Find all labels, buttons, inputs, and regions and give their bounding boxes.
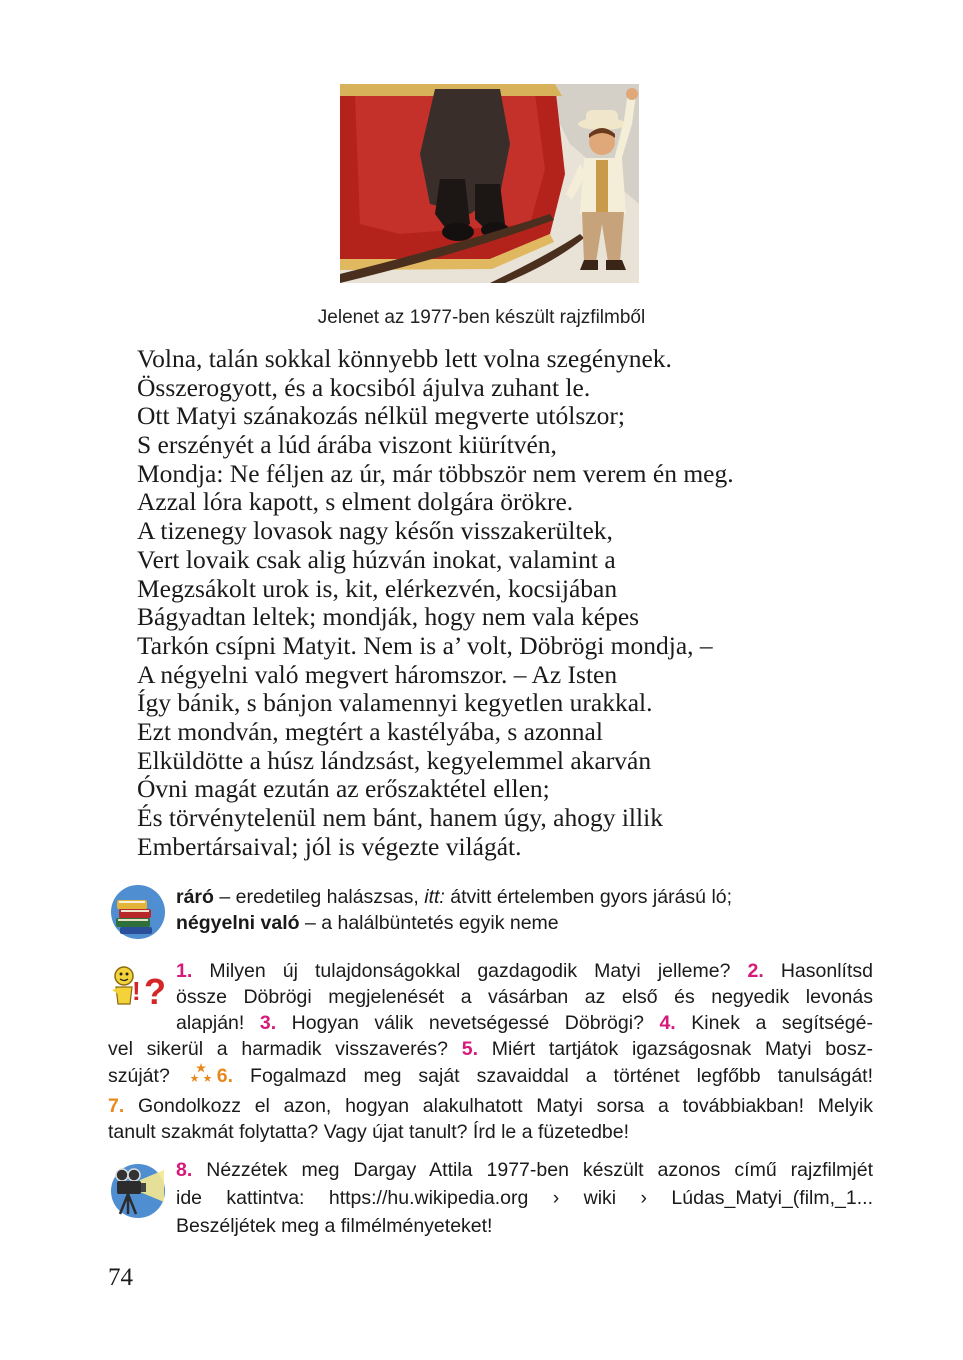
poem-line: Óvni magát ezután az erőszaktétel ellen; [137,774,550,804]
poem-line: A tizenegy lovasok nagy későn visszakerültek, [137,516,613,546]
task-8-link[interactable]: ide kattintva: https://hu.wikipedia.org › wiki › Lúdas_Matyi_(film,_1... [176,1187,873,1209]
task-8-text-3: Beszéljétek meg a filmélményeteket! [176,1215,493,1237]
task-8-line-3 [176,1212,873,1240]
books-icon [108,884,166,945]
question-7-text-a: Gondolkozz el azon, hogyan alakulhatott Matyi sorsa a továbbiakban! Melyik [124,1095,873,1117]
question-4-text-a: Kinek a segítségé- [675,1012,873,1034]
page-number: 74 [108,1264,133,1291]
gloss-def-raro-b: átvitt értelemben gyors járású ló; [444,886,733,908]
questions-block [108,958,873,1145]
poem-line: Ott Matyi szánakozás nélkül megverte utólszor; [137,401,625,431]
question-number-1: 1. [176,960,193,982]
poem-line: Azzal lóra kapott, s elment dolgára örökre. [137,487,574,517]
gloss-term-negyelni: négyelni való [176,912,300,934]
question-2-text-c: alapján! [176,1012,260,1034]
question-2-text-a: Hasonlítsd [763,960,873,982]
poem-line: És törvénytelenül nem bánt, hanem úgy, ahogy illik [137,803,663,832]
question-5-text-b: szúját? [108,1065,187,1087]
poem-line: Vert lovaik csak alig húzván inokat, valamint a [137,544,616,574]
question-3-text: Hogyan válik nevetségessé Döbrögi? [276,1012,660,1034]
task-8-line-2 [176,1184,873,1212]
cartoon-scene-image [340,84,639,283]
poem-line: S erszényét a lúd árába viszont kiürítvén, [137,430,557,460]
question-4-text-b: vel sikerül a harmadik visszaverés? [108,1038,462,1060]
gloss-def-raro-a: – eredetileg halászsas, [213,886,425,908]
star-cluster-icon [189,1062,213,1093]
question-number-7: 7. [108,1095,125,1117]
question-number-2: 2. [747,960,764,982]
questions-line-2 [108,984,873,1010]
poem-line: Elküldötte a húsz lándzsást, kegyelemmel akarván [137,745,652,775]
questions-line-6 [108,1093,873,1119]
poem-line: Így bánik, s bánjon valamennyi kegyetlen urakkal. [137,688,653,718]
task-8-text-1: Nézzétek meg Dargay Attila 1977-ben készült azonos című rajzfilmjét [192,1159,873,1181]
gloss-term-raro: ráró [176,886,214,908]
svg-text:!: ! [132,976,141,1006]
poem-text [137,345,857,861]
question-number-4: 4. [659,1012,676,1034]
questions-line-4 [108,1036,873,1062]
gloss-def-negyelni: – a halálbüntetés egyik neme [299,912,559,934]
poem-line: Megzsákolt urok is, kit, elérkezvén, kocsijában [137,573,618,603]
poem-line: Mondja: Ne féljen az úr, már többször nem verem én meg. [137,458,734,488]
film-camera-icon [108,1162,166,1225]
svg-text:?: ? [144,971,166,1010]
question-number-3: 3. [259,1012,277,1034]
figure-caption: Jelenet az 1977-ben készült rajzfilmből [317,307,646,328]
poem-line: Bágyadtan leltek; mondják, hogy nem vala képes [137,602,640,632]
question-2-text-b: össze Döbrögi megjelenését a vásárban az első és negyedik levonás [176,986,873,1008]
poem-line: Ezt mondván, megtért a kastélyába, s azonnal [137,716,603,746]
poem-line: Tarkón csípni Matyit. Nem is a’ volt, Döbrögi mondja, – [137,630,713,660]
poem-line: A négyelni való megvert háromszor. – Az Isten [137,659,618,689]
poem-line: Összerogyott, és a kocsiból ájulva zuhant le. [137,372,591,402]
question-number-6: 6. [216,1065,234,1087]
task-8-line-1 [176,1156,873,1184]
task-8-block [176,1156,873,1240]
questions-line-3 [108,1010,873,1036]
questions-line-7 [108,1119,873,1145]
question-6-text: Fogalmazd meg saját szavaiddal a történet legfőbb tanulságát! [233,1065,874,1087]
glossary-box [176,884,873,936]
question-7-text-b: tanult szakmát folytatta? Vagy újat tanult? Írd le a füzetedbe! [108,1121,630,1143]
questions-line-5 [108,1062,873,1093]
question-1-text: Milyen új tulajdonságokkal gazdagodik Matyi jelleme? [192,960,748,982]
question-number-5: 5. [461,1038,479,1060]
poem-line: Volna, talán sokkal könnyebb lett volna szegénynek. [137,344,672,373]
questions-line-1 [108,958,873,984]
task-number-8: 8. [176,1159,193,1181]
poem-line: Embertársaival; jól is végezte világát. [137,831,522,861]
gloss-itt: itt: [424,886,445,908]
question-5-text-a: Miért tartjátok igazságosnak Matyi bosz- [478,1038,873,1060]
